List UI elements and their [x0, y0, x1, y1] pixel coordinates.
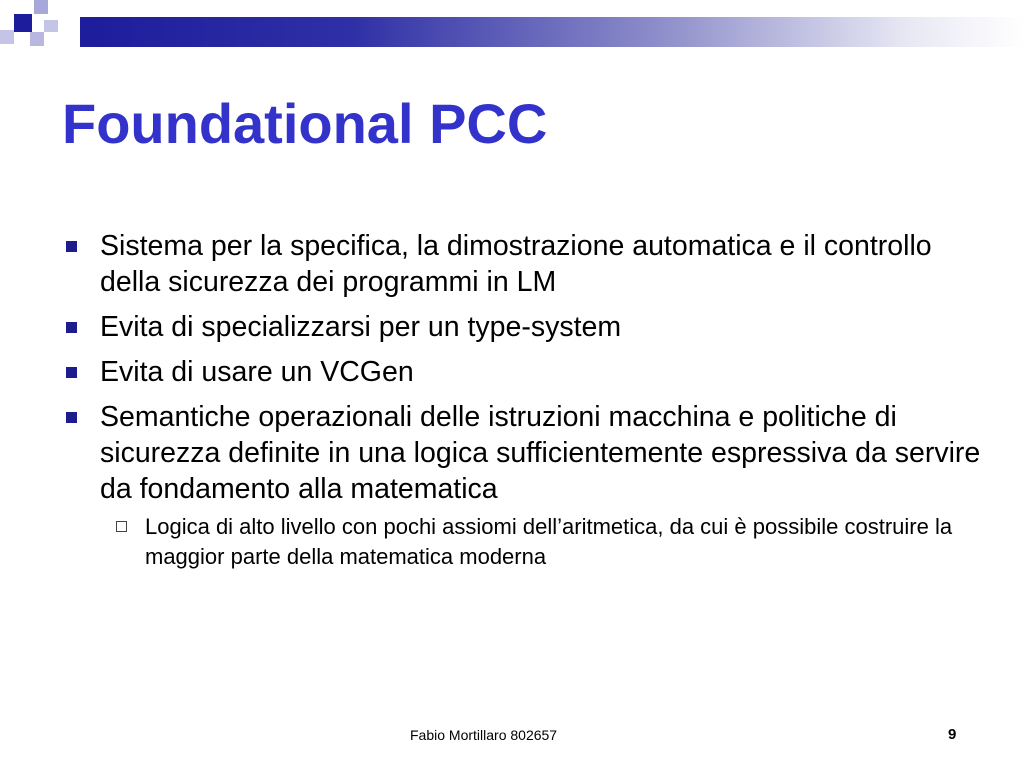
filled-square-bullet-icon [66, 367, 77, 378]
header-gradient-bar [62, 17, 1024, 47]
bullet-item [62, 399, 982, 507]
decor-square-light [30, 32, 44, 46]
slide-number: 9 [948, 726, 957, 743]
bullet-item [62, 354, 982, 390]
filled-square-bullet-icon [66, 322, 77, 333]
slide-title: Foundational PCC [62, 92, 548, 155]
decor-square-light [0, 30, 14, 44]
decor-square-dark [14, 14, 32, 32]
header-bar-gap [62, 17, 80, 47]
decor-square-light [34, 0, 48, 14]
decor-square-light [44, 20, 58, 32]
bullet-text: Semantiche operazionali delle istruzioni macchina e politiche di sicurezza definite in una logica sufficientemente espressiva da servire da fondamento alla matematica [100, 401, 981, 505]
bullet-text: Evita di specializzarsi per un type-system [100, 311, 622, 343]
filled-square-bullet-icon [66, 412, 77, 423]
bullet-item [62, 309, 982, 345]
slide-content [62, 228, 982, 572]
bullet-text: Evita di usare un VCGen [100, 356, 414, 388]
footer-author: Fabio Mortillaro 802657 [410, 727, 558, 743]
sub-bullet-item [62, 512, 982, 572]
bullet-item [62, 228, 982, 300]
hollow-square-bullet-icon [116, 521, 127, 532]
sub-bullet-text: Logica di alto livello con pochi assiomi dell’aritmetica, da cui è possibile costruire la maggior parte della matematica moderna [145, 514, 953, 569]
bullet-text: Sistema per la specifica, la dimostrazione automatica e il controllo della sicurezza dei programmi in LM [100, 230, 932, 298]
filled-square-bullet-icon [66, 241, 77, 252]
